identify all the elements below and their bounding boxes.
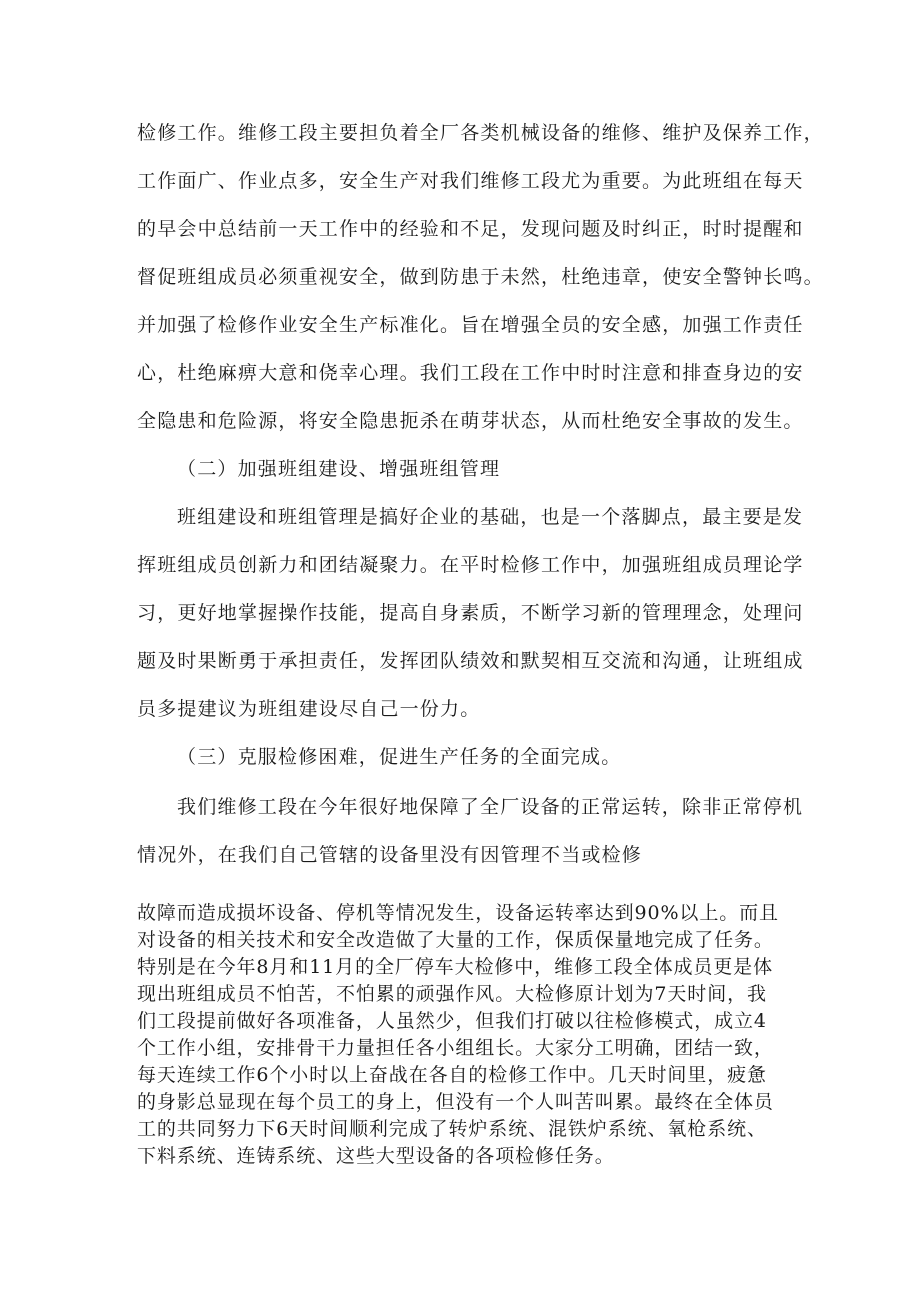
paragraph-line: 故障而造成损坏设备、停机等情况发生，设备运转率达到90%以上。而且 <box>137 902 779 924</box>
paragraph-line: 挥班组成员创新力和团结凝聚力。在平时检修工作中，加强班组成员理论学 <box>137 554 804 576</box>
paragraph-line: 题及时果断勇于承担责任，发挥团队绩效和默契相互交流和沟通，让班组成 <box>137 650 804 672</box>
paragraph-line: 对设备的相关技术和安全改造做了大量的工作，保质保量地完成了任务。 <box>137 929 774 951</box>
paragraph-line: 的早会中总结前一天工作中的经验和不足，发现问题及时纠正，时时提醒和 <box>137 218 804 240</box>
paragraph-line: 并加强了检修作业安全生产标准化。旨在增强全员的安全感，加强工作责任 <box>137 314 804 336</box>
paragraph-line: 检修工作。维修工段主要担负着全厂各类机械设备的维修、维护及保养工作， <box>137 122 824 144</box>
paragraph-line: 特别是在今年8月和11月的全厂停车大检修中，维修工段全体成员更是体 <box>137 956 773 978</box>
paragraph-line: 全隐患和危险源，将安全隐患扼杀在萌芽状态，从而杜绝安全事故的发生。 <box>137 410 804 432</box>
paragraph-line: 们工段提前做好各项准备，人虽然少，但我们打破以往检修模式，成立4 <box>137 1010 767 1032</box>
paragraph-line: 每天连续工作6个小时以上奋战在各自的检修工作中。几天时间里，疲惫 <box>137 1064 767 1086</box>
paragraph-line: 员多提建议为班组建设尽自己一份力。 <box>137 698 481 720</box>
paragraph-line: 现出班组成员不怕苦，不怕累的顽强作风。大检修原计划为7天时间，我 <box>137 983 767 1005</box>
paragraph-line: 个工作小组，安排骨干力量担任各小组组长。大家分工明确，团结一致， <box>137 1037 774 1059</box>
paragraph-line: 下料系统、连铸系统、这些大型设备的各项检修任务。 <box>137 1145 615 1167</box>
paragraph-line: 心，杜绝麻痹大意和侥幸心理。我们工段在工作中时时注意和排查身边的安 <box>137 362 804 384</box>
paragraph-line: 班组建设和班组管理是搞好企业的基础，也是一个落脚点，最主要是发 <box>177 506 804 528</box>
paragraph-line: 习，更好地掌握操作技能，提高自身素质，不断学习新的管理理念，处理问 <box>137 602 804 624</box>
paragraph-line: 我们维修工段在今年很好地保障了全厂设备的正常运转，除非正常停机 <box>177 796 804 818</box>
paragraph-line: 的身影总显现在每个员工的身上，但没有一个人叫苦叫累。最终在全体员 <box>137 1091 774 1113</box>
paragraph-line: 工作面广、作业点多，安全生产对我们维修工段尤为重要。为此班组在每天 <box>137 170 804 192</box>
section-heading-3: （三）克服检修困难，促进生产任务的全面完成。 <box>177 746 622 768</box>
paragraph-line: 情况外，在我们自己管辖的设备里没有因管理不当或检修 <box>137 844 643 866</box>
section-heading-2: （二）加强班组建设、增强班组管理 <box>177 458 501 480</box>
paragraph-line: 督促班组成员必须重视安全，做到防患于未然，杜绝违章，使安全警钟长鸣。 <box>137 266 824 288</box>
paragraph-line: 工的共同努力下6天时间顺利完成了转炉系统、混铁炉系统、氧枪系统、 <box>137 1118 767 1140</box>
